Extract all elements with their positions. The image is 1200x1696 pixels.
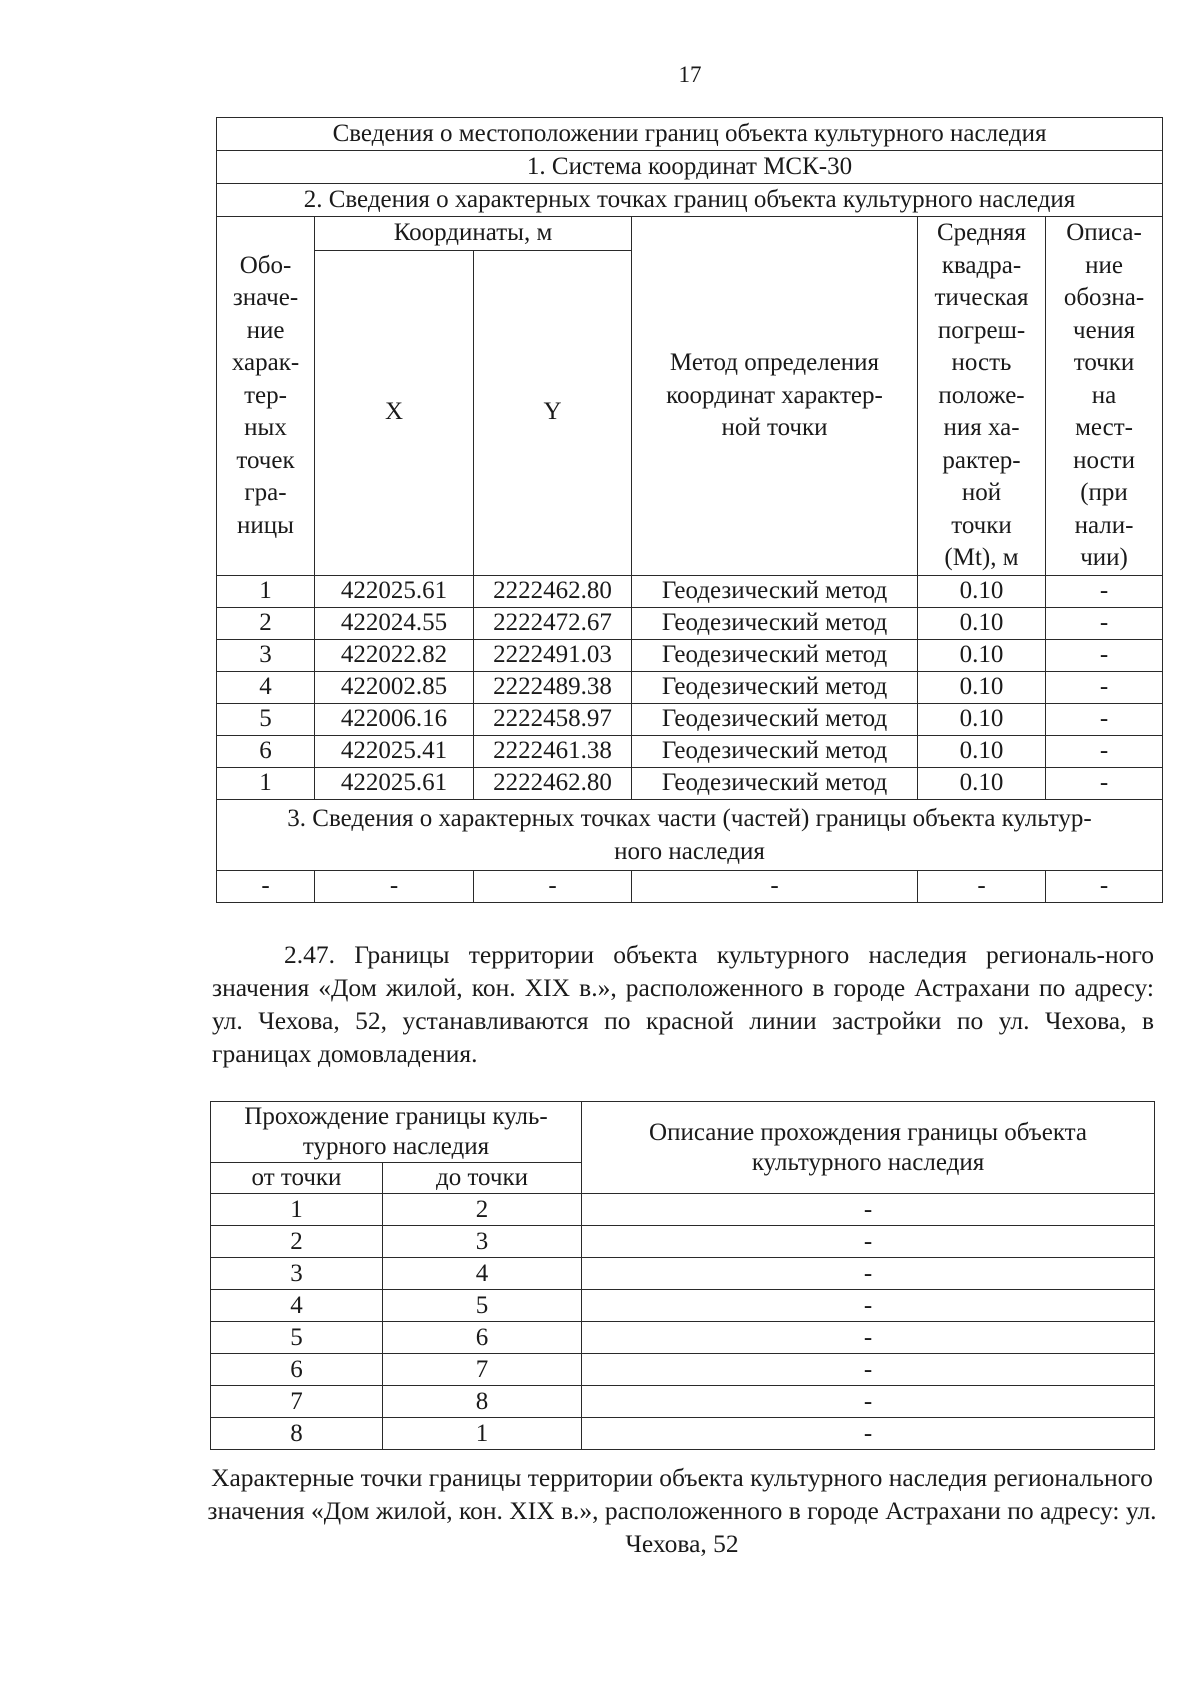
cell-desc: - xyxy=(582,1290,1155,1322)
cell-x: 422006.16 xyxy=(315,703,474,735)
cell-x: 422025.41 xyxy=(315,735,474,767)
cell-method: Геодезический метод xyxy=(632,607,918,639)
cell-from: 7 xyxy=(211,1386,383,1418)
cell-point: 1 xyxy=(217,575,315,607)
table-row xyxy=(217,671,1163,703)
table-row xyxy=(211,1386,1155,1418)
cell-desc: - xyxy=(582,1194,1155,1226)
cell-desc: - xyxy=(582,1418,1155,1450)
table-row xyxy=(217,575,1163,607)
cell-to: 5 xyxy=(383,1290,582,1322)
cell-desc: - xyxy=(1046,671,1163,703)
cell-y: 2222458.97 xyxy=(474,703,632,735)
cell-desc: - xyxy=(1046,607,1163,639)
cell-y: 2222461.38 xyxy=(474,735,632,767)
cell-desc: - xyxy=(1046,703,1163,735)
cell-error: 0.10 xyxy=(918,575,1046,607)
cell-desc: - xyxy=(1046,767,1163,799)
cell-x: 422002.85 xyxy=(315,671,474,703)
cell-desc: - xyxy=(582,1322,1155,1354)
cell-method: Геодезический метод xyxy=(632,703,918,735)
cell-desc: - xyxy=(582,1226,1155,1258)
cell-from: 1 xyxy=(211,1194,383,1226)
header-y: Y xyxy=(474,250,632,575)
table-title: Сведения о местоположении границ объекта культурного наследия xyxy=(217,118,1163,151)
cell-method: Геодезический метод xyxy=(632,767,918,799)
section-3-cell: - xyxy=(315,870,474,902)
section-3-cell: - xyxy=(1046,870,1163,902)
cell-from: 2 xyxy=(211,1226,383,1258)
cell-y: 2222462.80 xyxy=(474,575,632,607)
header-designation: Обо- значе- ние харак- тер- ных точек гра- ницы xyxy=(217,217,315,576)
page-number: 17 xyxy=(678,62,702,87)
cell-y: 2222489.38 xyxy=(474,671,632,703)
cell-to: 4 xyxy=(383,1258,582,1290)
cell-point: 5 xyxy=(217,703,315,735)
cell-point: 2 xyxy=(217,607,315,639)
paragraph-2-47 xyxy=(212,938,1154,1070)
paragraph-text: Границы территории объекта культурного наследия региональ-ного значения «Дом жилой, кон. XIX в.», расположенного в городе Астрахани по адресу: ул. Чехова, 52, устанавливаются по красной линии застройки по ул. Чехова, в границах домовладения. xyxy=(212,940,1154,1068)
cell-point: 1 xyxy=(217,767,315,799)
header-x: X xyxy=(315,250,474,575)
cell-y: 2222462.80 xyxy=(474,767,632,799)
cell-point: 6 xyxy=(217,735,315,767)
cell-from: 6 xyxy=(211,1354,383,1386)
header-passage-description: Описание прохождения границы объекта культурного наследия xyxy=(582,1102,1155,1194)
header-to-point: до точки xyxy=(383,1163,582,1194)
table-row xyxy=(217,767,1163,799)
cell-error: 0.10 xyxy=(918,703,1046,735)
cell-method: Геодезический метод xyxy=(632,671,918,703)
header-coordinates: Координаты, м xyxy=(315,217,632,251)
cell-error: 0.10 xyxy=(918,639,1046,671)
table-row xyxy=(217,607,1163,639)
cell-to: 2 xyxy=(383,1194,582,1226)
table-row xyxy=(211,1322,1155,1354)
table-row xyxy=(211,1258,1155,1290)
table-row xyxy=(211,1354,1155,1386)
cell-method: Геодезический метод xyxy=(632,639,918,671)
cell-x: 422025.61 xyxy=(315,575,474,607)
cell-point: 3 xyxy=(217,639,315,671)
cell-from: 3 xyxy=(211,1258,383,1290)
cell-y: 2222472.67 xyxy=(474,607,632,639)
cell-from: 8 xyxy=(211,1418,383,1450)
cell-x: 422024.55 xyxy=(315,607,474,639)
header-passage: Прохождение границы куль- турного наследия xyxy=(211,1102,582,1163)
cell-to: 7 xyxy=(383,1354,582,1386)
header-from-point: от точки xyxy=(211,1163,383,1194)
cell-method: Геодезический метод xyxy=(632,575,918,607)
cell-desc: - xyxy=(1046,735,1163,767)
cell-error: 0.10 xyxy=(918,671,1046,703)
boundary-passage-table xyxy=(210,1101,1155,1450)
header-error: Средняя квадра- тическая погреш- ность положе- ния ха- рактер- ной точки (Mt), м xyxy=(918,217,1046,576)
cell-method: Геодезический метод xyxy=(632,735,918,767)
boundary-coordinates-table xyxy=(216,117,1163,903)
cell-from: 4 xyxy=(211,1290,383,1322)
cell-x: 422025.61 xyxy=(315,767,474,799)
cell-desc: - xyxy=(582,1258,1155,1290)
table-row xyxy=(217,735,1163,767)
table-row xyxy=(211,1194,1155,1226)
cell-to: 8 xyxy=(383,1386,582,1418)
section-3-cell: - xyxy=(474,870,632,902)
table-row xyxy=(211,1290,1155,1322)
cell-point: 4 xyxy=(217,671,315,703)
section-2-title: 2. Сведения о характерных точках границ объекта культурного наследия xyxy=(217,184,1163,217)
section-3-cell: - xyxy=(217,870,315,902)
cell-to: 3 xyxy=(383,1226,582,1258)
cell-to: 6 xyxy=(383,1322,582,1354)
cell-to: 1 xyxy=(383,1418,582,1450)
cell-from: 5 xyxy=(211,1322,383,1354)
cell-error: 0.10 xyxy=(918,735,1046,767)
paragraph-number: 2.47. xyxy=(284,940,335,969)
cell-desc: - xyxy=(582,1354,1155,1386)
section-3-cell: - xyxy=(632,870,918,902)
cell-error: 0.10 xyxy=(918,767,1046,799)
table-row xyxy=(211,1418,1155,1450)
section-3-title: 3. Сведения о характерных точках части (частей) границы объекта культур- ного наследия xyxy=(217,799,1163,870)
caption: Характерные точки границы территории объекта культурного наследия регионального значения «Дом жилой, кон. XIX в.», расположенного в городе Астрахани по адресу: ул. Чехова, 52 xyxy=(207,1463,1157,1558)
header-description: Описа- ние обозна- чения точки на мест- ности (при нали- чии) xyxy=(1046,217,1163,576)
cell-error: 0.10 xyxy=(918,607,1046,639)
cell-desc: - xyxy=(1046,639,1163,671)
header-method: Метод определения координат характер- ной точки xyxy=(632,217,918,576)
cell-y: 2222491.03 xyxy=(474,639,632,671)
section-3-cell: - xyxy=(918,870,1046,902)
coordinate-system: 1. Система координат МСК-30 xyxy=(217,151,1163,184)
table-row xyxy=(217,703,1163,735)
table-row xyxy=(211,1226,1155,1258)
cell-desc: - xyxy=(1046,575,1163,607)
table-row xyxy=(217,639,1163,671)
cell-x: 422022.82 xyxy=(315,639,474,671)
cell-desc: - xyxy=(582,1386,1155,1418)
